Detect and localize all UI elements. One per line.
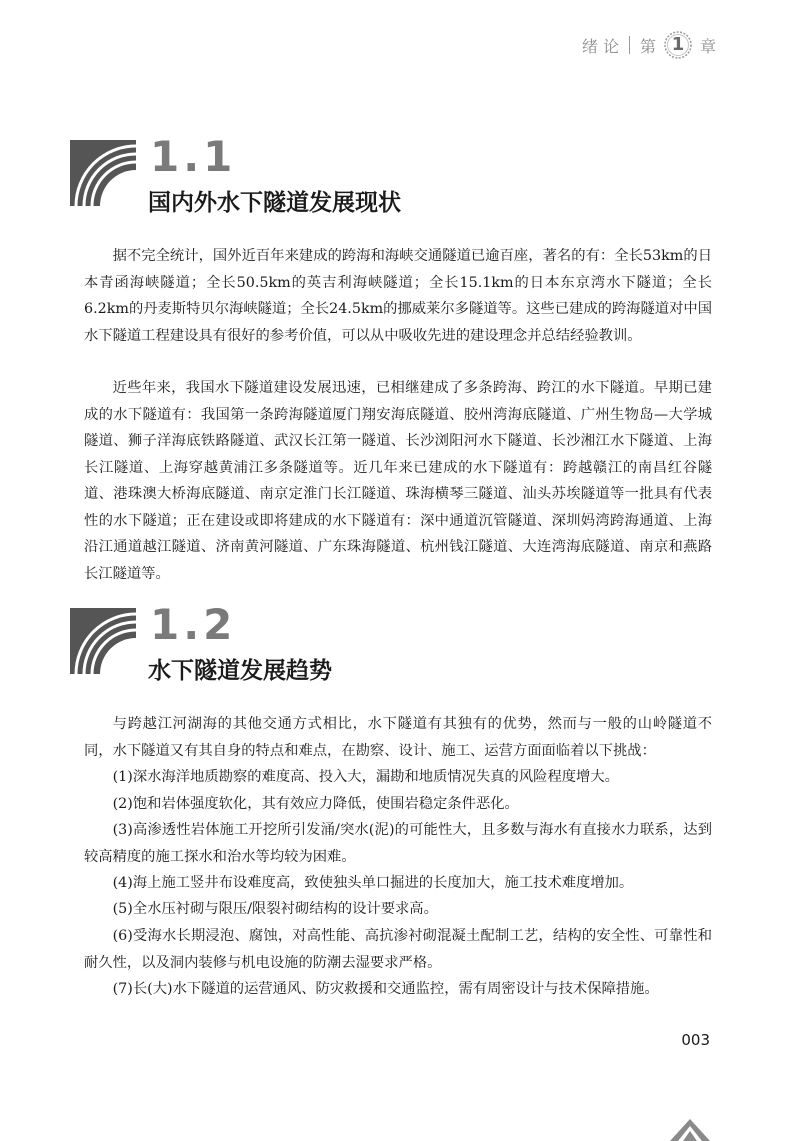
page-number: 003 <box>681 1031 710 1049</box>
section-title: 水下隧道发展趋势 <box>148 658 332 684</box>
corner-triangle-icon <box>670 1119 710 1141</box>
paragraph: 近些年来，我国水下隧道建设发展迅速，已相继建成了多条跨海、跨江的水下隧道。早期已建成的水下隧道有：我国第一条跨海隧道厦门翔安海底隧道、胶州湾海底隧道、广州生物岛—大学城隧道、狮子洋海底铁路隧道、武汉长江第一隧道、长沙浏阳河水下隧道、长沙湘江水下隧道、上海长江隧道、上海穿越黄浦江多条隧道等。近几年来已建成的水下隧道有：跨越赣江的南昌红谷隧道、港珠澳大桥海底隧道、南京定淮门长江隧道、珠海横琴三隧道、汕头苏埃隧道等一批具有代表性的水下隧道；正在建设或即将建成的水下隧道有：深中通道沉管隧道、深圳妈湾跨海通道、上海沿江通道越江隧道、济南黄河隧道、广东珠海隧道、杭州钱江隧道、大连湾海底隧道、南京和燕路长江隧道等。 <box>84 380 712 582</box>
running-head <box>582 30 716 60</box>
paragraph: 与跨越江河湖海的其他交通方式相比，水下隧道有其独有的优势，然而与一般的山岭隧道不同，水下隧道又有其自身的特点和难点，在勘察、设计、施工、运营方面面临着以下挑战： <box>84 716 712 759</box>
list-item: (5)全水压衬砌与限压/限裂衬砌结构的设计要求高。 <box>112 901 438 917</box>
chapter-prefix: 第 <box>639 36 656 56</box>
section-title: 国内外水下隧道发展现状 <box>148 190 401 216</box>
section-number: 1.1 <box>150 132 237 181</box>
header-divider <box>629 36 630 54</box>
section-number: 1.2 <box>150 600 237 649</box>
list-item: (3)高渗透性岩体施工开挖所引发涌/突水(泥)的可能性大，且多数与海水有直接水力联系，达到较高精度的施工探水和治水等均较为困难。 <box>84 822 712 865</box>
list-item: (1)深水海洋地质勘察的难度高、投入大，漏勘和地质情况失真的风险程度增大。 <box>112 769 619 785</box>
chapter-number-badge <box>664 31 692 59</box>
list-item: (4)海上施工竖井布设难度高，致使独头单口掘进的长度加大，施工技术难度增加。 <box>112 875 634 891</box>
chapter-title: 绪 论 <box>581 36 619 56</box>
paragraph: 据不完全统计，国外近百年来建成的跨海和海峡交通隧道已逾百座，著名的有：全长53km的日本青函海峡隧道；全长50.5km的英吉利海峡隧道；全长15.1km的日本东京湾水下隧道；全长6.2km的丹麦斯特贝尔海峡隧道；全长24.5km的挪威莱尔多隧道等。这些已建成的跨海隧道对中国水下隧道工程建设具有很好的参考价值，可以从中吸收先进的建设理念并总结经验教训。 <box>84 248 712 344</box>
section-arc-icon <box>70 608 136 674</box>
chapter-suffix: 章 <box>699 36 716 56</box>
section-heading-1-2 <box>70 600 750 698</box>
section-heading-1-1 <box>70 132 750 230</box>
section-arc-icon <box>70 140 136 206</box>
list-item: (7)长(大)水下隧道的运营通风、防灾救援和交通监控，需有周密设计与技术保障措施。 <box>112 981 659 997</box>
chapter-number: 1 <box>671 34 685 55</box>
list-item: (2)饱和岩体强度软化，其有效应力降低，使围岩稳定条件恶化。 <box>112 796 519 812</box>
list-item: (6)受海水长期浸泡、腐蚀，对高性能、高抗渗衬砌混凝土配制工艺，结构的安全性、可靠性和耐久性，以及洞内装修与机电设施的防潮去湿要求严格。 <box>84 928 712 971</box>
